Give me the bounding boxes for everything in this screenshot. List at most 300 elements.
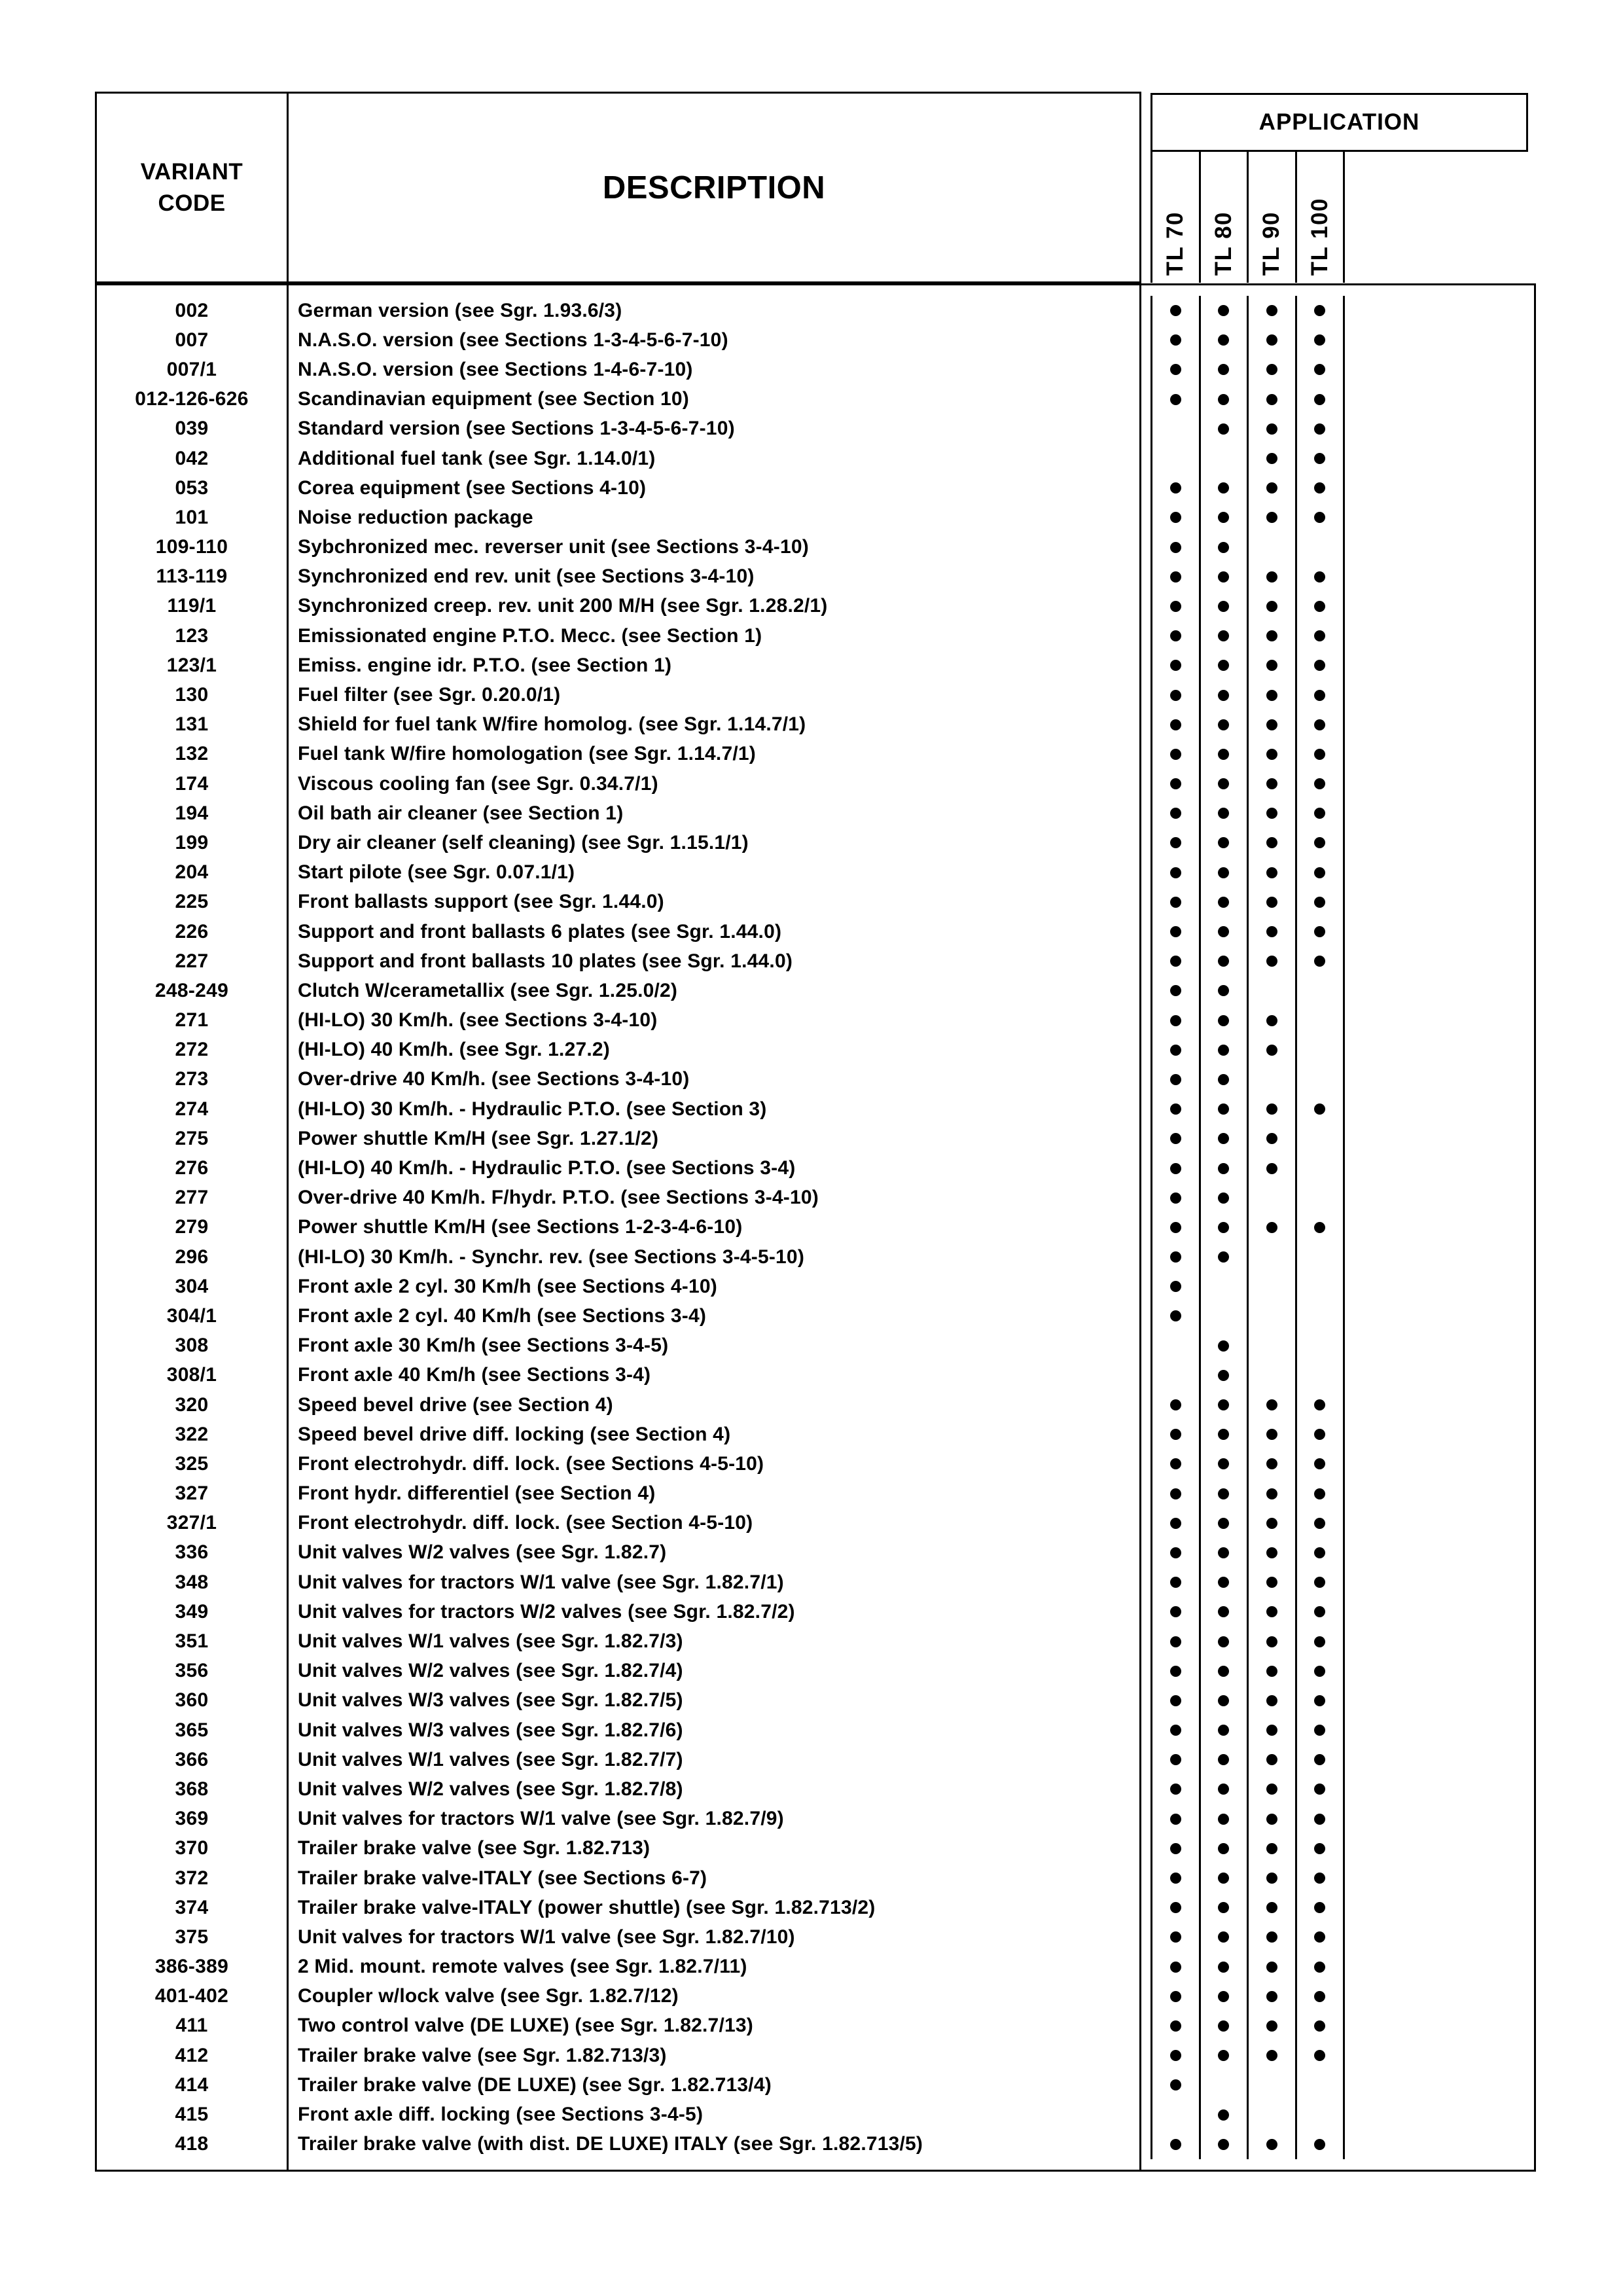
applicable-dot-icon	[1170, 334, 1181, 346]
table-row	[1141, 828, 1534, 857]
applicable-dot-icon	[1218, 1547, 1229, 1558]
table-row	[1141, 2070, 1534, 2100]
applicable-dot-icon	[1170, 1784, 1181, 1795]
application-cell-tl100	[1297, 473, 1346, 503]
application-cell-tl90	[1249, 1272, 1297, 1301]
applicable-dot-icon	[1170, 601, 1181, 612]
description-cell: Fuel filter (see Sgr. 0.20.0/1)	[298, 684, 561, 706]
not-applicable-blank	[1314, 1045, 1325, 1056]
table-row	[97, 1922, 287, 1952]
table-row	[1141, 1242, 1534, 1272]
variant-code-cell: 386-389	[154, 1956, 229, 1978]
applicable-dot-icon	[1314, 926, 1325, 937]
description-cell: Unit valves W/3 valves (see Sgr. 1.82.7/6)	[298, 1719, 683, 1741]
application-cell-tl100	[1297, 651, 1346, 680]
table-row	[97, 1094, 287, 1124]
application-cells	[1150, 296, 1345, 325]
applicable-dot-icon	[1218, 1429, 1229, 1440]
application-cells	[1150, 562, 1345, 592]
applicable-dot-icon	[1314, 1695, 1325, 1706]
applicable-dot-icon	[1170, 2020, 1181, 2032]
application-cell-tl70	[1152, 1420, 1201, 1449]
application-cell-tl90	[1249, 1626, 1297, 1656]
applicable-dot-icon	[1218, 1991, 1229, 2002]
table-row	[1141, 976, 1534, 1005]
table-row	[1141, 740, 1534, 769]
applicable-dot-icon	[1266, 1636, 1277, 1647]
applicable-dot-icon	[1170, 394, 1181, 405]
application-cell-tl100	[1297, 1094, 1346, 1124]
description-cell: (HI-LO) 40 Km/h. (see Sgr. 1.27.2)	[298, 1039, 610, 1061]
description-cell: Front axle 30 Km/h (see Sections 3-4-5)	[298, 1335, 669, 1357]
table-row	[289, 1301, 1139, 1331]
applicable-dot-icon	[1314, 364, 1325, 375]
variant-code-cell: 271	[175, 1009, 209, 1031]
table-row	[1141, 1006, 1534, 1035]
application-cell-tl70	[1152, 1863, 1201, 1893]
application-cell-tl100	[1297, 1982, 1346, 2011]
application-cell-tl80	[1201, 1479, 1249, 1509]
application-cell-tl80	[1201, 1390, 1249, 1420]
table-row	[1141, 1479, 1534, 1509]
description-cell: Speed bevel drive diff. locking (see Section 4)	[298, 1423, 731, 1445]
table-row	[1141, 1626, 1534, 1656]
application-cell-tl80	[1201, 325, 1249, 355]
application-cell-tl80	[1201, 1183, 1249, 1213]
applicable-dot-icon	[1170, 305, 1181, 316]
application-cell-tl70	[1152, 2100, 1201, 2129]
application-cells	[1150, 621, 1345, 651]
application-cell-tl80	[1201, 651, 1249, 680]
description-cell: Front axle 40 Km/h (see Sections 3-4)	[298, 1364, 651, 1386]
table-row	[289, 1420, 1139, 1449]
application-cell-tl80	[1201, 2011, 1249, 2041]
description-cell: Noise reduction package	[298, 506, 533, 528]
variant-code-cell: 304	[175, 1275, 209, 1297]
application-cell-tl90	[1249, 1834, 1297, 1863]
variant-code-cell: 272	[175, 1039, 209, 1061]
application-cell-tl90	[1249, 1361, 1297, 1390]
applicable-dot-icon	[1218, 985, 1229, 996]
description-cell: German version (see Sgr. 1.93.6/3)	[298, 299, 622, 321]
application-cells	[1150, 710, 1345, 740]
applicable-dot-icon	[1218, 1725, 1229, 1736]
application-cells	[1150, 858, 1345, 888]
applicable-dot-icon	[1218, 1636, 1229, 1647]
application-cell-tl90	[1249, 562, 1297, 592]
applicable-dot-icon	[1218, 778, 1229, 789]
applicable-dot-icon	[1218, 2139, 1229, 2150]
variant-code-cell: 199	[175, 831, 209, 853]
application-cell-tl100	[1297, 385, 1346, 414]
body-description-column	[288, 285, 1141, 2171]
applicable-dot-icon	[1218, 1103, 1229, 1115]
applicable-dot-icon	[1266, 1015, 1277, 1026]
applicable-dot-icon	[1218, 394, 1229, 405]
applicable-dot-icon	[1314, 1577, 1325, 1588]
applicable-dot-icon	[1266, 571, 1277, 583]
application-cell-tl80	[1201, 503, 1249, 532]
applicable-dot-icon	[1314, 1606, 1325, 1617]
not-applicable-blank	[1218, 1281, 1229, 1292]
table-row	[289, 1035, 1139, 1065]
variant-code-cell: 277	[175, 1187, 209, 1209]
description-cell: Front hydr. differentiel (see Section 4)	[298, 1482, 656, 1505]
variant-code-cell: 275	[175, 1127, 209, 1149]
applicable-dot-icon	[1170, 778, 1181, 789]
table-row	[289, 414, 1139, 444]
table-row	[289, 385, 1139, 414]
application-cell-tl70	[1152, 2070, 1201, 2100]
table-row	[97, 1982, 287, 2011]
application-cell-tl90	[1249, 1479, 1297, 1509]
applicable-dot-icon	[1170, 956, 1181, 967]
application-cell-tl70	[1152, 740, 1201, 769]
table-row	[97, 680, 287, 709]
not-applicable-blank	[1314, 1193, 1325, 1204]
variant-code-cell: 296	[175, 1246, 209, 1268]
table-row	[289, 1774, 1139, 1804]
applicable-dot-icon	[1266, 1606, 1277, 1617]
not-applicable-blank	[1314, 985, 1325, 996]
applicable-dot-icon	[1266, 1518, 1277, 1529]
table-row	[1141, 1183, 1534, 1213]
description-cell: N.A.S.O. version (see Sections 1-4-6-7-10)	[298, 358, 693, 380]
applicable-dot-icon	[1266, 364, 1277, 375]
application-cell-tl80	[1201, 888, 1249, 917]
table-row	[1141, 1715, 1534, 1745]
table-row	[97, 1301, 287, 1331]
application-cell-tl70	[1152, 2130, 1201, 2159]
applicable-dot-icon	[1218, 837, 1229, 848]
applicable-dot-icon	[1170, 1547, 1181, 1558]
variant-code-cell: 375	[175, 1926, 209, 1948]
table-row	[289, 1982, 1139, 2011]
table-row	[1141, 798, 1534, 828]
table-row	[289, 355, 1139, 384]
application-cell-tl90	[1249, 1538, 1297, 1568]
application-cell-tl100	[1297, 1390, 1346, 1420]
applicable-dot-icon	[1170, 1045, 1181, 1056]
application-cell-tl70	[1152, 976, 1201, 1005]
variant-code-cell: 320	[175, 1393, 209, 1416]
applicable-dot-icon	[1266, 1133, 1277, 1144]
table-row	[97, 710, 287, 740]
variant-code-cell: 370	[175, 1837, 209, 1859]
description-cell: Coupler w/lock valve (see Sgr. 1.82.7/12)	[298, 1985, 679, 2007]
applicable-dot-icon	[1170, 1695, 1181, 1706]
variant-code-cell: 322	[175, 1423, 209, 1445]
application-cells	[1150, 355, 1345, 384]
application-cell-tl100	[1297, 1686, 1346, 1715]
applicable-dot-icon	[1266, 630, 1277, 641]
description-cell: Clutch W/cerametallix (see Sgr. 1.25.0/2)	[298, 979, 678, 1001]
application-cell-tl80	[1201, 2041, 1249, 2070]
variant-code-cell: 204	[175, 861, 209, 884]
variant-code-cell: 007	[175, 329, 209, 351]
application-cells	[1150, 1626, 1345, 1656]
applicable-dot-icon	[1218, 1666, 1229, 1677]
application-cell-tl80	[1201, 1657, 1249, 1686]
description-cell: Unit valves W/2 valves (see Sgr. 1.82.7/4)	[298, 1660, 683, 1682]
applicable-dot-icon	[1314, 305, 1325, 316]
application-cell-tl90	[1249, 651, 1297, 680]
application-cells	[1150, 917, 1345, 946]
application-cell-tl80	[1201, 1213, 1249, 1242]
table-row	[1141, 1449, 1534, 1479]
application-cell-tl80	[1201, 1035, 1249, 1065]
applicable-dot-icon	[1170, 364, 1181, 375]
table-row	[97, 1449, 287, 1479]
table-row	[97, 1035, 287, 1065]
variant-code-cell: 227	[175, 950, 209, 972]
table-row	[97, 1390, 287, 1420]
application-cell-tl80	[1201, 1242, 1249, 1272]
table-row	[1141, 1420, 1534, 1449]
application-cells	[1150, 946, 1345, 976]
table-row	[97, 503, 287, 532]
applicable-dot-icon	[1170, 2050, 1181, 2061]
header-variant-line2: CODE	[158, 190, 226, 216]
application-cell-tl70	[1152, 414, 1201, 444]
application-cell-tl100	[1297, 1361, 1346, 1390]
application-cells	[1150, 1834, 1345, 1863]
description-cell: (HI-LO) 30 Km/h. (see Sections 3-4-10)	[298, 1009, 658, 1031]
description-cell: Two control valve (DE LUXE) (see Sgr. 1.82.7/13)	[298, 2015, 753, 2037]
application-cell-tl100	[1297, 1715, 1346, 1745]
applicable-dot-icon	[1266, 719, 1277, 730]
applicable-dot-icon	[1218, 334, 1229, 346]
description-cell: Dry air cleaner (self cleaning) (see Sgr. 1.15.1/1)	[298, 831, 749, 853]
application-cell-tl80	[1201, 1834, 1249, 1863]
table-row	[1141, 473, 1534, 503]
table-row	[1141, 1863, 1534, 1893]
application-cell-tl100	[1297, 2041, 1346, 2070]
table-row	[289, 533, 1139, 562]
variant-code-cell: 248-249	[154, 979, 229, 1001]
table-header	[95, 92, 1528, 283]
variant-code-cell: 374	[175, 1896, 209, 1918]
application-cells	[1150, 1361, 1345, 1390]
table-row	[289, 1863, 1139, 1893]
applicable-dot-icon	[1314, 453, 1325, 464]
not-applicable-blank	[1314, 1163, 1325, 1174]
variant-code-cell: 351	[175, 1630, 209, 1653]
applicable-dot-icon	[1266, 956, 1277, 967]
description-cell: Front axle 2 cyl. 30 Km/h (see Sections 4-10)	[298, 1275, 717, 1297]
applicable-dot-icon	[1218, 719, 1229, 730]
application-cell-tl80	[1201, 473, 1249, 503]
table-row	[289, 1124, 1139, 1153]
applicable-dot-icon	[1218, 1045, 1229, 1056]
variant-code-cell: 308/1	[166, 1364, 217, 1386]
applicable-dot-icon	[1218, 423, 1229, 435]
table-row	[289, 296, 1139, 325]
application-cell-tl100	[1297, 355, 1346, 384]
applicable-dot-icon	[1218, 1251, 1229, 1263]
not-applicable-blank	[1170, 453, 1181, 464]
table-row	[289, 1893, 1139, 1922]
application-cell-tl80	[1201, 858, 1249, 888]
application-cells	[1150, 1006, 1345, 1035]
application-cell-tl90	[1249, 1686, 1297, 1715]
table-row	[97, 2130, 287, 2159]
variant-code-cell: 274	[175, 1098, 209, 1120]
application-cell-tl80	[1201, 1982, 1249, 2011]
table-row	[97, 946, 287, 976]
header-application-group	[1141, 93, 1529, 283]
application-cell-tl90	[1249, 1065, 1297, 1094]
applicable-dot-icon	[1170, 1814, 1181, 1825]
table-row	[289, 1834, 1139, 1863]
application-cell-tl100	[1297, 2070, 1346, 2100]
application-cells	[1150, 1065, 1345, 1094]
table-row	[1141, 355, 1534, 384]
application-cell-tl100	[1297, 562, 1346, 592]
application-cell-tl80	[1201, 1272, 1249, 1301]
application-cell-tl100	[1297, 1213, 1346, 1242]
application-cell-tl100	[1297, 1893, 1346, 1922]
variant-code-cell: 123	[175, 624, 209, 647]
application-cell-tl80	[1201, 385, 1249, 414]
description-cell: Trailer brake valve (with dist. DE LUXE) ITALY (see Sgr. 1.82.713/5)	[298, 2133, 923, 2155]
application-cell-tl100	[1297, 1922, 1346, 1952]
application-cell-tl80	[1201, 1922, 1249, 1952]
application-cell-tl80	[1201, 1509, 1249, 1538]
application-cell-tl90	[1249, 710, 1297, 740]
header-application-columns	[1150, 150, 1528, 283]
application-cell-tl70	[1152, 1597, 1201, 1626]
variant-code-cell: 012-126-626	[135, 388, 249, 410]
application-cells	[1150, 1301, 1345, 1331]
application-cell-tl90	[1249, 1568, 1297, 1597]
application-cell-tl80	[1201, 355, 1249, 384]
application-cell-tl100	[1297, 2100, 1346, 2129]
table-row	[97, 1597, 287, 1626]
application-cell-tl70	[1152, 1242, 1201, 1272]
table-row	[1141, 1153, 1534, 1183]
applicable-dot-icon	[1218, 1814, 1229, 1825]
application-cells	[1150, 533, 1345, 562]
description-cell: Trailer brake valve (see Sgr. 1.82.713/3)	[298, 2044, 667, 2066]
applicable-dot-icon	[1170, 1754, 1181, 1765]
application-cell-tl100	[1297, 1479, 1346, 1509]
applicable-dot-icon	[1218, 364, 1229, 375]
application-cell-tl80	[1201, 1686, 1249, 1715]
application-cell-tl90	[1249, 444, 1297, 473]
body-code-column	[96, 285, 288, 2171]
table-row	[1141, 1834, 1534, 1863]
table-row	[1141, 1804, 1534, 1834]
applicable-dot-icon	[1314, 394, 1325, 405]
not-applicable-blank	[1314, 1281, 1325, 1292]
description-cell: Trailer brake valve (see Sgr. 1.82.713)	[298, 1837, 651, 1859]
applicable-dot-icon	[1266, 1754, 1277, 1765]
not-applicable-blank	[1170, 1370, 1181, 1381]
applicable-dot-icon	[1170, 837, 1181, 848]
table-row	[97, 1538, 287, 1568]
applicable-dot-icon	[1266, 690, 1277, 701]
table-row	[1141, 414, 1534, 444]
application-cell-tl90	[1249, 325, 1297, 355]
application-cells	[1150, 1242, 1345, 1272]
application-cell-tl100	[1297, 710, 1346, 740]
table-row	[97, 1834, 287, 1863]
table-row	[97, 1420, 287, 1449]
applicable-dot-icon	[1314, 660, 1325, 671]
application-cell-tl100	[1297, 798, 1346, 828]
application-cell-tl80	[1201, 769, 1249, 798]
application-cell-tl70	[1152, 828, 1201, 857]
variant-code-cell: 401-402	[154, 1985, 229, 2007]
variant-code-cell: 308	[175, 1335, 209, 1357]
table-row	[97, 1213, 287, 1242]
applicable-dot-icon	[1266, 2020, 1277, 2032]
table-row	[97, 1745, 287, 1774]
applicable-dot-icon	[1266, 394, 1277, 405]
application-cell-tl70	[1152, 858, 1201, 888]
applicable-dot-icon	[1218, 956, 1229, 967]
description-cell: Unit valves W/1 valves (see Sgr. 1.82.7/7)	[298, 1748, 683, 1770]
application-cell-tl90	[1249, 740, 1297, 769]
applicable-dot-icon	[1218, 690, 1229, 701]
applicable-dot-icon	[1266, 1962, 1277, 1973]
applicable-dot-icon	[1170, 1193, 1181, 1204]
applicable-dot-icon	[1218, 1784, 1229, 1795]
applicable-dot-icon	[1266, 1547, 1277, 1558]
not-applicable-blank	[1266, 985, 1277, 996]
applicable-dot-icon	[1170, 1873, 1181, 1884]
not-applicable-blank	[1266, 1310, 1277, 1321]
variant-code-cell: 002	[175, 299, 209, 321]
application-cell-tl70	[1152, 1834, 1201, 1863]
applicable-dot-icon	[1266, 1429, 1277, 1440]
table-row	[97, 533, 287, 562]
application-cell-tl90	[1249, 385, 1297, 414]
applicable-dot-icon	[1314, 1962, 1325, 1973]
table-row	[289, 1804, 1139, 1834]
variant-code-cell: 276	[175, 1157, 209, 1179]
variant-code-cell: 412	[175, 2044, 209, 2066]
application-cells	[1150, 1893, 1345, 1922]
application-cell-tl70	[1152, 946, 1201, 976]
table-row	[1141, 1952, 1534, 1982]
application-cell-tl90	[1249, 1124, 1297, 1153]
application-cell-tl100	[1297, 1331, 1346, 1361]
application-cell-tl70	[1152, 1568, 1201, 1597]
application-cell-tl90	[1249, 1153, 1297, 1183]
application-cell-tl80	[1201, 2100, 1249, 2129]
table-row	[1141, 1213, 1534, 1242]
description-cell: Power shuttle Km/H (see Sections 1-2-3-4-6-10)	[298, 1216, 743, 1238]
application-cell-tl90	[1249, 917, 1297, 946]
variant-code-cell: 336	[175, 1541, 209, 1564]
application-cells	[1150, 1124, 1345, 1153]
not-applicable-blank	[1266, 2079, 1277, 2090]
variant-code-cell: 327	[175, 1482, 209, 1505]
not-applicable-blank	[1314, 1251, 1325, 1263]
table-row	[97, 740, 287, 769]
description-cell: Unit valves for tractors W/1 valve (see Sgr. 1.82.7/1)	[298, 1571, 784, 1593]
applicable-dot-icon	[1218, 1340, 1229, 1352]
application-cell-tl100	[1297, 1301, 1346, 1331]
applicable-dot-icon	[1314, 1429, 1325, 1440]
not-applicable-blank	[1314, 1133, 1325, 1144]
application-cell-tl80	[1201, 917, 1249, 946]
applicable-dot-icon	[1218, 1015, 1229, 1026]
application-cell-tl90	[1249, 1952, 1297, 1982]
variant-code-cell: 273	[175, 1068, 209, 1090]
